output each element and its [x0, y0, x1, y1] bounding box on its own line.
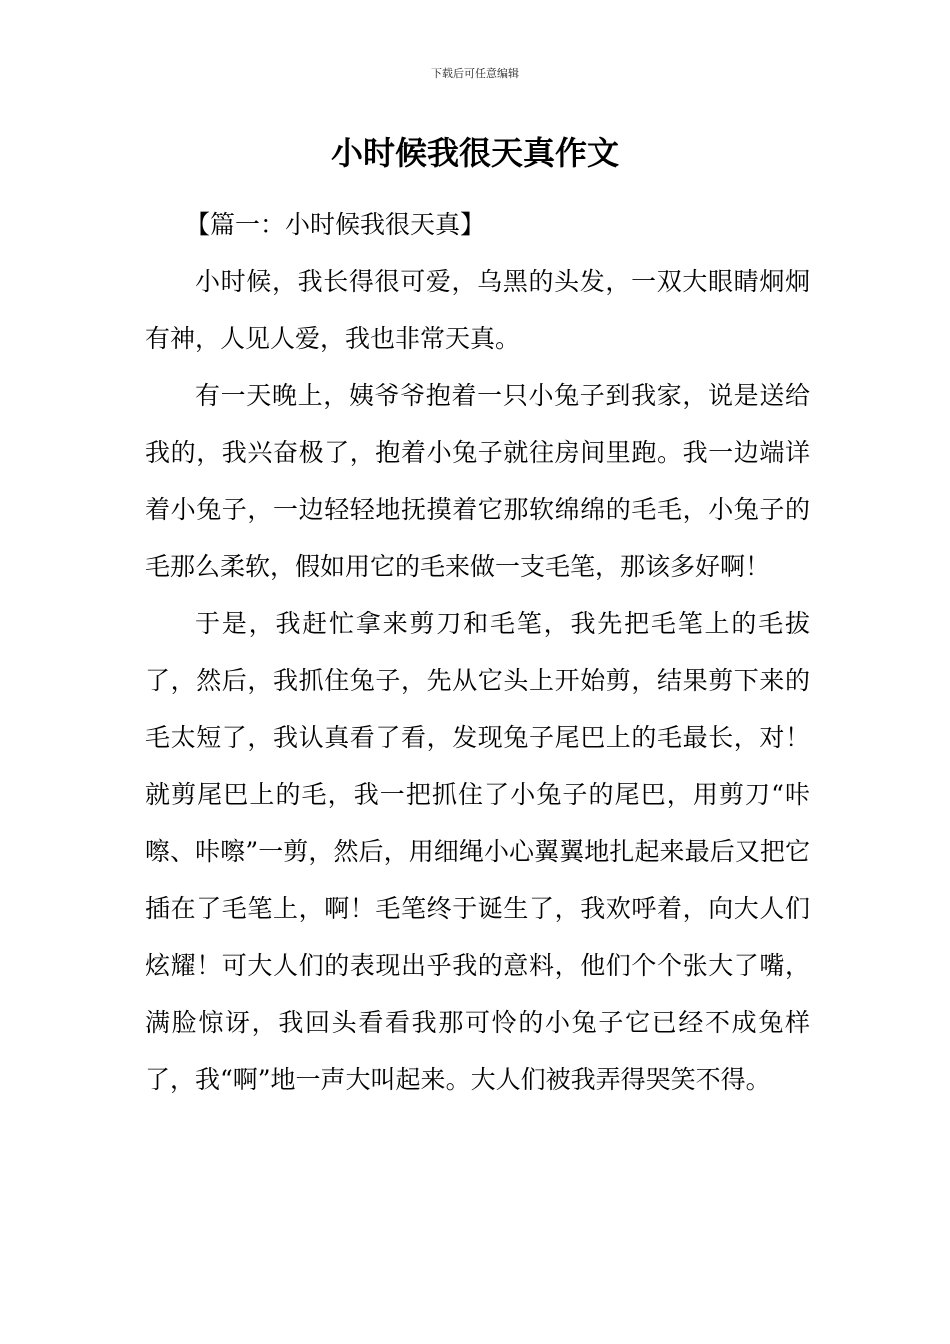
header-note: 下载后可任意编辑 [431, 67, 519, 80]
paragraph: 于是，我赶忙拿来剪刀和毛笔，我先把毛笔上的毛拔了，然后，我抓住兔子，先从它头上开始剪，结果剪下来的毛太短了，我认真看了看，发现兔子尾巴上的毛最长，对！就剪尾巴上的毛，我一把抓住了小兔子的尾巴，用剪刀“咔嚓、咔嚓”一剪，然后，用细绳小心翼翼地扎起来最后又把它插在了毛笔上，啊！毛笔终于诞生了，我欢呼着，向大人们炫耀！可大人们的表现出乎我的意料，他们个个张大了嘴，满脸惊讶，我回头看看我那可怜的小兔子它已经不成兔样了，我“啊”地一声大叫起来。大人们被我弄得哭笑不得。 [145, 609, 810, 1094]
paragraph: 有一天晚上，姨爷爷抱着一只小兔子到我家，说是送给我的，我兴奋极了，抱着小兔子就往房间里跑。我一边端详着小兔子，一边轻轻地抚摸着它那软绵绵的毛毛，小兔子的毛那么柔软，假如用它的毛来做一支毛笔，那该多好啊！ [145, 381, 810, 581]
document-body [145, 196, 810, 1108]
paragraph: 小时候，我长得很可爱，乌黑的头发，一双大眼睛炯炯有神，人见人爱，我也非常天真。 [145, 267, 810, 353]
document-title: 小时候我很天真作文 [330, 134, 619, 172]
section-heading: 【篇一：小时候我很天真】 [185, 210, 486, 239]
